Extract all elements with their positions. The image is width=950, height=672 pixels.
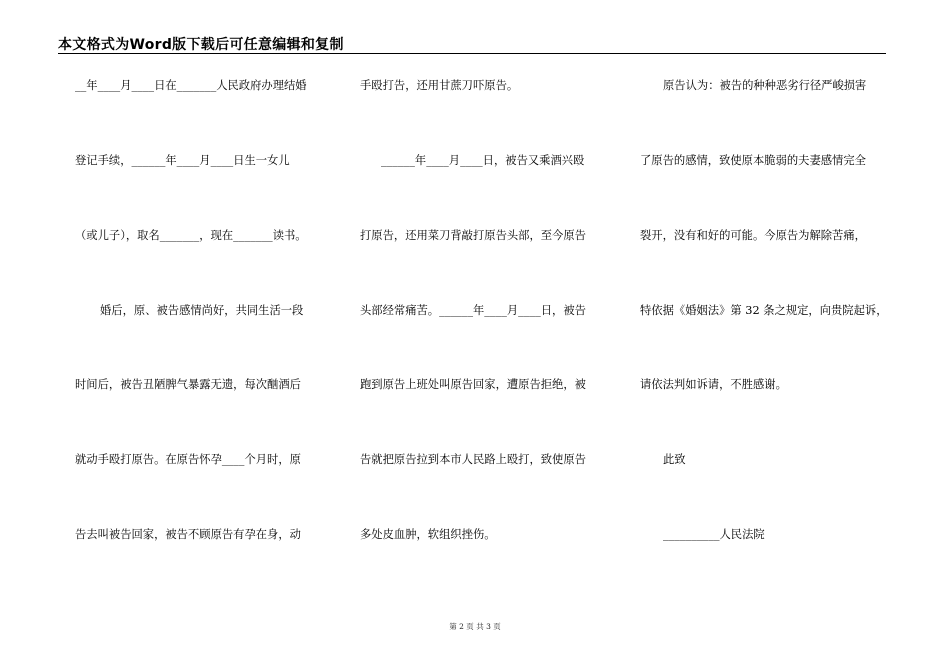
- paragraph-line: __年____月____日在_______人民政府办理结婚: [75, 79, 307, 92]
- paragraph-line: 婚后，原、被告感情尚好，共同生活一段: [100, 304, 304, 317]
- paragraph-line: ______年____月____日，被告又乘酒兴殴: [381, 154, 585, 167]
- paragraph-line: 多处皮血肿，软组织挫伤。: [360, 528, 496, 541]
- paragraph-line: （或儿子），取名_______，现在_______读书。: [75, 229, 307, 242]
- paragraph-line: 特依据《婚姻法》第 32 条之规定，向贵院起诉，: [640, 304, 888, 317]
- paragraph-line: 登记手续，______年____月____日生一女儿: [75, 154, 290, 167]
- paragraph-line: 跑到原告上班处叫原告回家，遭原告拒绝，被: [360, 378, 586, 391]
- paragraph-line: 就动手殴打原告。在原告怀孕____个月时，原: [75, 453, 301, 466]
- closing-salutation: 此致: [663, 453, 686, 466]
- paragraph-line: 裂开，没有和好的可能。今原告为解除苦痛，: [640, 229, 866, 242]
- paragraph-line: 请依法判如诉请，不胜感谢。: [640, 378, 787, 391]
- court-addressee: __________人民法院: [663, 528, 765, 541]
- paragraph-line: 告去叫被告回家，被告不顾原告有孕在身，动: [75, 528, 301, 541]
- paragraph-line: 原告认为：被告的种种恶劣行径严峻损害: [663, 79, 867, 92]
- paragraph-line: 时间后，被告丑陋脾气暴露无遗，每次酗酒后: [75, 378, 301, 391]
- document-header-title: 本文格式为Word版下载后可任意编辑和复制: [58, 37, 344, 53]
- paragraph-line: 手殴打告，还用甘蔗刀吓原告。: [360, 79, 519, 92]
- header-divider: [58, 53, 886, 54]
- paragraph-line: 头部经常痛苦。______年____月____日，被告: [360, 304, 586, 317]
- paragraph-line: 告就把原告拉到本市人民路上殴打，致使原告: [360, 453, 586, 466]
- paragraph-line: 了原告的感情，致使原本脆弱的夫妻感情完全: [640, 154, 866, 167]
- page-number: 第 2 页 共 3 页: [449, 622, 501, 631]
- paragraph-line: 打原告，还用菜刀背敲打原告头部，至今原告: [360, 229, 586, 242]
